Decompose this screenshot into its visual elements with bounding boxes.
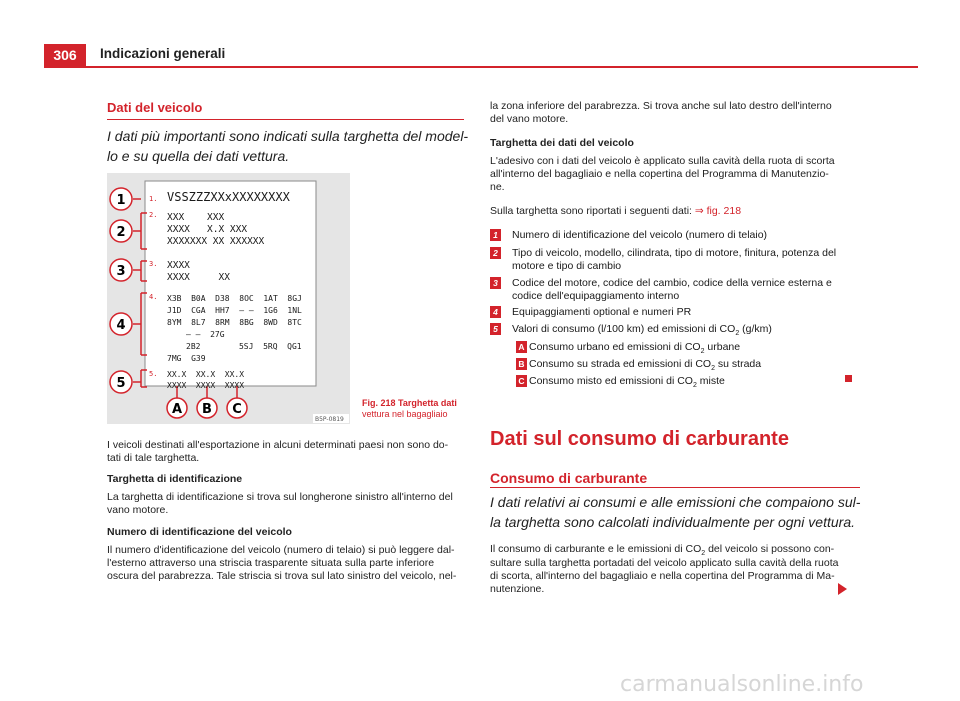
caption-line-2: vettura nel bagagliaio	[362, 409, 448, 419]
item-number: 1	[490, 229, 501, 241]
marker-A	[167, 398, 187, 418]
marker-2	[110, 220, 132, 242]
list-item	[490, 277, 860, 303]
marker-C	[227, 398, 247, 418]
svg-text:B: B	[202, 402, 212, 417]
figure-caption	[362, 398, 457, 420]
plate-row-5-line: XX.X XX.X XX.X	[167, 370, 245, 379]
marker-3	[110, 259, 132, 281]
p3-line-2: sultare sulla targhetta portadati del veicolo applicato sulla cavità della ruota	[490, 557, 839, 569]
section-title: Dati del veicolo	[107, 100, 203, 115]
item-number: 4	[490, 306, 501, 318]
plate-row-2-line: XXXX X.X XXX	[167, 224, 248, 235]
svg-text:4: 4	[116, 318, 126, 333]
row3-prefix: 3.	[149, 260, 158, 268]
heading-targhetta-dati: Targhetta dei dati del veicolo	[490, 137, 634, 149]
p3-line-4: nutenzione.	[490, 583, 545, 595]
p1-line-3: ne.	[490, 181, 505, 193]
plate-row-3-line: XXXX XX	[167, 272, 230, 283]
marker-5	[110, 371, 132, 393]
section-rule	[107, 119, 464, 120]
plate-row-3-line: XXXX	[167, 260, 190, 271]
plate-row-4-line: 8YM 8L7 8RM 8BG 8WD 8TC	[167, 318, 302, 327]
row1-prefix: 1.	[149, 195, 158, 203]
p2	[490, 205, 741, 218]
row2-prefix: 2.	[149, 211, 158, 219]
plate-row-4-line: 2B2 5SJ 5RQ QG1	[186, 342, 302, 351]
row5-prefix: 5.	[149, 370, 158, 378]
subitem-text: Consumo misto ed emissioni di $CO_2$ miste	[529, 375, 725, 390]
svg-text:C: C	[232, 402, 242, 417]
marker-B	[197, 398, 217, 418]
p2-text: Sulla targhetta sono riportati i seguenti dati:	[490, 205, 695, 217]
svg-text:1: 1	[116, 193, 126, 208]
subitem-letter: A	[516, 341, 527, 353]
row4-prefix: 4.	[149, 293, 158, 301]
figure-218	[107, 173, 350, 424]
subitem-text: Consumo urbano ed emissioni di $CO_2$ urbane	[529, 341, 741, 356]
p3-line-1: Il consumo di carburante e le emissioni di $CO_2$ del veicolo si possono con-	[490, 543, 835, 558]
para1-line-1: I veicoli destinati all'esportazione in alcuni determinati paesi non sono do-	[107, 439, 449, 451]
cont-line-1: la zona inferiore del parabrezza. Si trova anche sul lato destro dell'interno	[490, 100, 832, 112]
end-marker	[845, 375, 852, 382]
item-text: Equipaggiamenti optional e numeri PR	[512, 306, 692, 318]
watermark: carmanualsonline.info	[620, 672, 864, 697]
para1-line-2: tati di tale targhetta.	[107, 452, 200, 464]
p3-line-3: di scorta, all'interno del bagagliaio e nella copertina del Programma di Ma-	[490, 570, 835, 582]
item-number: 3	[490, 277, 501, 289]
heading-targhetta-identificazione: Targhetta di identificazione	[107, 473, 243, 485]
para2-line-2: vano motore.	[107, 504, 169, 516]
plate-row-4-line: X3B B0A D38 8OC 1AT 8GJ	[167, 294, 302, 303]
p1-line-1: L'adesivo con i dati del veicolo è applicato sulla cavità della ruota di scorta	[490, 155, 835, 167]
para3-line-1: Il numero d'identificazione del veicolo (numero di telaio) si può leggere dal-	[107, 544, 455, 556]
subitem-text: Consumo su strada ed emissioni di $CO_2$ su strada	[529, 358, 762, 373]
page-number: 306	[44, 44, 86, 66]
list-item	[490, 247, 860, 273]
p1-line-2: all'interno del bagagliaio e nella copertina del Programma di Manutenzio-	[490, 168, 829, 180]
right-lead-line-2: la targhetta sono calcolati individualmente per ogni vettura.	[490, 514, 855, 530]
fig-218-link[interactable]: ⇒ fig. 218	[694, 205, 742, 217]
subsection-rule	[490, 487, 860, 488]
page-title: Indicazioni generali	[100, 46, 226, 61]
lead-line-1: I dati più importanti sono indicati sulla targhetta del model-	[107, 128, 469, 144]
cont-line-2: del vano motore.	[490, 113, 569, 125]
item-number: 2	[490, 247, 501, 259]
svg-text:5: 5	[116, 376, 126, 391]
plate-row-5-line: XXXX XXXX XXXX	[167, 381, 245, 390]
plate-row-4-line: – – 27G	[186, 330, 225, 339]
continue-arrow-icon	[838, 583, 847, 595]
caption-line-1: Fig. 218 Targhetta dati	[362, 398, 457, 408]
marker-4	[110, 313, 132, 335]
subitem-letter: B	[516, 358, 527, 370]
item-text: Valori di consumo (l/100 km) ed emissioni di $CO_2$ (g/km)	[512, 323, 772, 338]
plate-row-4-line: 7MG G39	[167, 354, 206, 363]
item-text: Numero di identificazione del veicolo (numero di telaio)	[512, 229, 768, 241]
svg-text:3: 3	[116, 264, 126, 279]
lead-line-2: lo e su quella dei dati vettura.	[107, 148, 290, 164]
marker-1	[110, 188, 132, 210]
plate-row-1: VSSZZZXXxXXXXXXXX	[167, 190, 290, 204]
heading-numero-identificazione: Numero di identificazione del veicolo	[107, 526, 292, 538]
para2-line-1: La targhetta di identificazione si trova sul longherone sinistro all'interno del	[107, 491, 453, 503]
plate-row-4-line: J1D CGA HH7 – – 1G6 1NL	[167, 306, 302, 315]
para3-line-2: l'esterno attraverso una striscia trasparente situata sulla parte inferiore	[107, 557, 435, 569]
item-text: Tipo di veicolo, modello, cilindrata, tipo di motore, finitura, potenza del motore e tipo di cambio	[512, 247, 837, 272]
plate-row-2-line: XXX XXX	[167, 212, 225, 223]
figure-code: B5P-0819	[315, 416, 344, 423]
subitem-letter: C	[516, 375, 527, 387]
svg-text:2: 2	[116, 225, 126, 240]
svg-text:A: A	[171, 402, 183, 417]
item-text: Codice del motore, codice del cambio, codice della vernice esterna e codice dell'equipaggiamento interno	[512, 277, 832, 302]
chapter-title: Dati sul consumo di carburante	[490, 428, 789, 450]
subsection-title: Consumo di carburante	[490, 470, 648, 486]
right-lead-line-1: I dati relativi ai consumi e alle emissioni che compaiono sul-	[490, 494, 861, 510]
plate-row-2-line: XXXXXXX XX XXXXXX	[167, 236, 265, 247]
para3-line-3: oscura del parabrezza. Tale striscia si trova sul lato sinistro del veicolo, nel-	[107, 570, 457, 582]
header-rule	[44, 66, 918, 68]
item-number: 5	[490, 323, 501, 335]
